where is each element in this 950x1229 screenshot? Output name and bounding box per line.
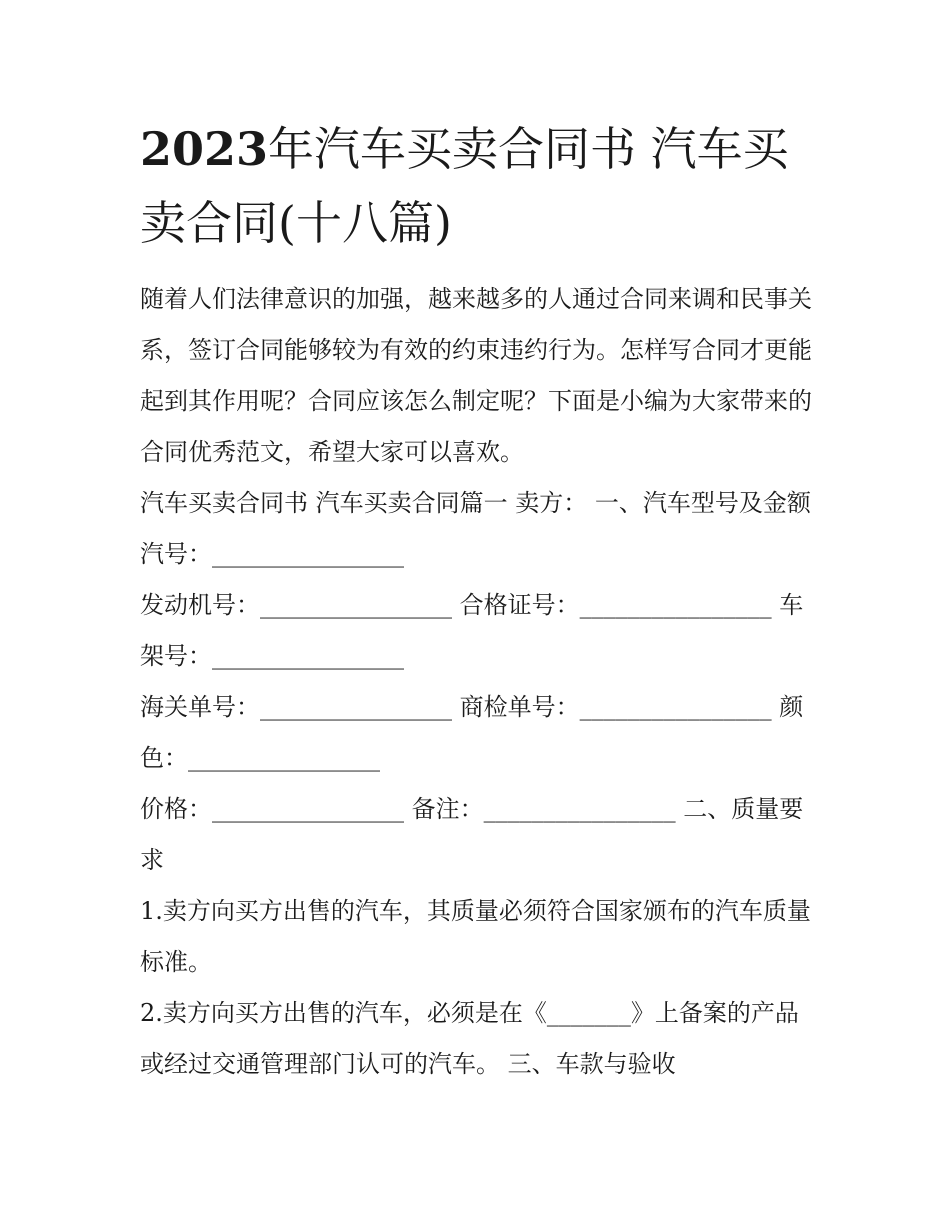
paragraph-engine-number: 发动机号：________________ 合格证号：________________ 车架号：________________ bbox=[140, 591, 804, 670]
intro-paragraph: 随着人们法律意识的加强，越来越多的人通过合同来调和民事关系，签订合同能够较为有效的约束违约行为。怎样写合同才更能起到其作用呢？合同应该怎么制定呢？下面是小编为大家带来的合同优秀范文，希望大家可以喜欢。 bbox=[140, 285, 812, 466]
paragraph-quality-2: 2.卖方向买方出售的汽车，必须是在《_______》上备案的产品或经过交通管理部门认可的汽车。 三、车款与验收 bbox=[140, 999, 799, 1078]
paragraph-vehicle-model: 汽车买卖合同书 汽车买卖合同篇一 卖方： 一、汽车型号及金额 汽号：________________ bbox=[140, 489, 811, 568]
title-year: 2023 bbox=[140, 122, 269, 176]
paragraph-price: 价格：________________ 备注：________________ 二、质量要求 bbox=[140, 795, 804, 874]
title-text: 年汽车买卖合同书 汽车买卖合同(十八篇) bbox=[140, 122, 789, 250]
paragraph-quality-1: 1.卖方向买方出售的汽车，其质量必须符合国家颁布的汽车质量标准。 bbox=[140, 897, 811, 976]
document-body bbox=[140, 274, 815, 1090]
paragraph-customs-number: 海关单号：________________ 商检单号：________________ 颜色：________________ bbox=[140, 693, 804, 772]
document-title bbox=[140, 112, 820, 260]
